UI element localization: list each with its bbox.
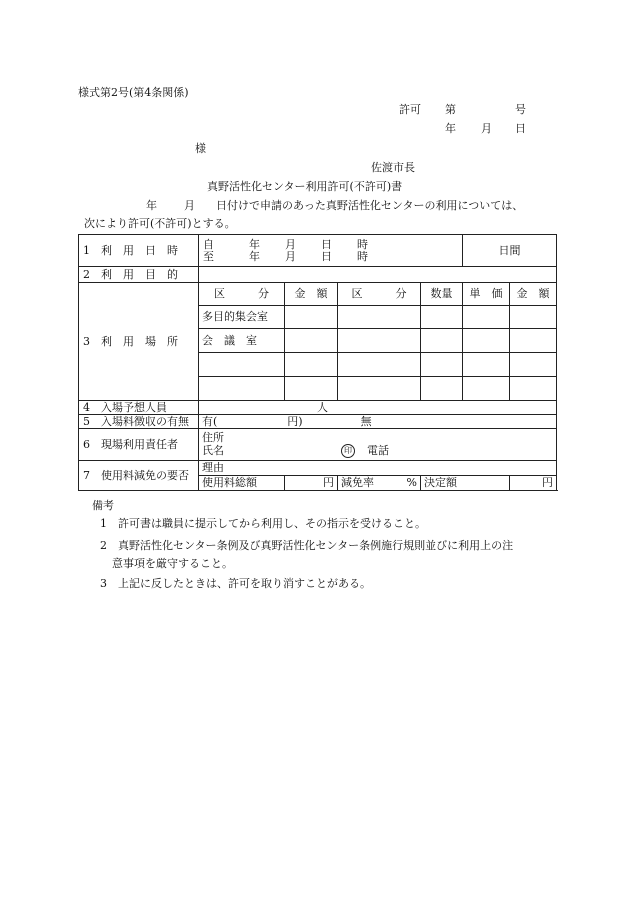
reduction-reason: 理由 [199, 461, 557, 476]
date-day: 日 [515, 122, 526, 135]
label-admission-fee: 5 入場料徴収の有無 [79, 415, 199, 429]
cell [285, 353, 338, 377]
intro-text: 日付けで申請のあった真野活性化センターの利用については、 [216, 199, 524, 212]
manager-address: 住所 [202, 430, 224, 444]
intro-line2: 次により許可(不許可)とする。 [84, 217, 236, 230]
from-label: 自 [203, 237, 214, 251]
to-hour: 時 [357, 249, 368, 263]
cell [510, 377, 557, 401]
permit-label: 許可 [399, 103, 421, 116]
reduction-percent: % [406, 476, 417, 489]
cell [463, 329, 510, 353]
note-item-3: 3 上記に反したときは、許可を取り消すことがある。 [100, 577, 371, 590]
cell [463, 377, 510, 401]
reduction-rate-cell [338, 476, 421, 491]
col-header-division: 区 分 [199, 283, 285, 306]
cell [199, 353, 285, 377]
manager-name-label: 氏名 [202, 443, 224, 457]
manager-name-row [202, 444, 553, 458]
from-year: 年 [249, 237, 260, 251]
room-multipurpose: 多目的集会室 [199, 306, 285, 329]
cell [338, 377, 421, 401]
from-hour: 時 [357, 237, 368, 251]
days-count: 日間 [463, 235, 557, 267]
site-manager-cell [199, 429, 557, 461]
seal-icon: 印 [341, 444, 355, 458]
date-month: 月 [481, 122, 492, 135]
issuer: 佐渡市長 [371, 161, 415, 174]
note-item-1: 1 許可書は職員に提示してから利用し、その指示を受けること。 [100, 517, 426, 530]
notes-title: 備考 [92, 499, 114, 512]
cell [285, 329, 338, 353]
admission-fee-cell [199, 415, 557, 429]
cell [421, 306, 463, 329]
decided-amount-yen: 円 [510, 476, 557, 491]
label-expected-attendance: 4 入場予想人員 [79, 401, 199, 415]
cell [421, 353, 463, 377]
note-item-2: 2 真野活性化センター条例及び真野活性化センター条例施行規則並びに利用上の注 [100, 539, 514, 552]
cell [463, 306, 510, 329]
decided-amount-label: 決定額 [421, 476, 510, 491]
to-month: 月 [285, 249, 296, 263]
intro-year: 年 [146, 199, 157, 212]
manager-phone-label: 電話 [367, 443, 389, 457]
cell [421, 377, 463, 401]
total-fee-label: 使用料総額 [199, 476, 285, 491]
fee-yes: 有( [202, 414, 218, 428]
from-day: 日 [321, 237, 332, 251]
to-year: 年 [249, 249, 260, 263]
cell [510, 329, 557, 353]
to-day: 日 [321, 249, 332, 263]
cell [510, 353, 557, 377]
label-site-manager: 6 現場利用責任者 [79, 429, 199, 461]
fee-yen: 円) [287, 414, 303, 428]
cell [338, 353, 421, 377]
permit-form-table [78, 234, 557, 491]
number-go: 号 [515, 103, 526, 116]
total-fee-yen: 円 [285, 476, 338, 491]
cell [338, 329, 421, 353]
col-header-unit-price: 単 価 [463, 283, 510, 306]
intro-month: 月 [184, 199, 195, 212]
document-title: 真野活性化センター利用許可(不許可)書 [207, 180, 403, 193]
addressee-sama: 様 [195, 142, 206, 155]
datetime-from-row [203, 239, 458, 251]
from-month: 月 [285, 237, 296, 251]
col-header-quantity: 数量 [421, 283, 463, 306]
label-fee-reduction: 7 使用料減免の要否 [79, 461, 199, 491]
col-header-division-2: 区 分 [338, 283, 421, 306]
cell [421, 329, 463, 353]
cell [285, 377, 338, 401]
date-year: 年 [445, 122, 456, 135]
fee-no: 無 [360, 414, 372, 428]
attendance-unit: 人 [199, 401, 557, 415]
usage-purpose-value [199, 267, 557, 283]
datetime-to-row [203, 251, 458, 263]
reduction-rate-label: 減免率 [341, 476, 374, 489]
col-header-amount: 金 額 [285, 283, 338, 306]
cell [338, 306, 421, 329]
to-label: 至 [203, 249, 214, 263]
room-meeting: 会 議 室 [199, 329, 285, 353]
col-header-amount-2: 金 額 [510, 283, 557, 306]
number-dai: 第 [445, 103, 456, 116]
label-usage-place: 3 利 用 場 所 [79, 283, 199, 401]
usage-datetime-cell [199, 235, 463, 267]
cell [199, 377, 285, 401]
form-number: 様式第2号(第4条関係) [78, 86, 189, 99]
cell [463, 353, 510, 377]
cell [510, 306, 557, 329]
note-item-2-cont: 意事項を厳守すること。 [112, 557, 233, 570]
label-usage-purpose: 2 利 用 目 的 [79, 267, 199, 283]
label-usage-datetime: 1 利 用 日 時 [79, 235, 199, 267]
cell [285, 306, 338, 329]
reduction-rate-inner [341, 477, 417, 489]
